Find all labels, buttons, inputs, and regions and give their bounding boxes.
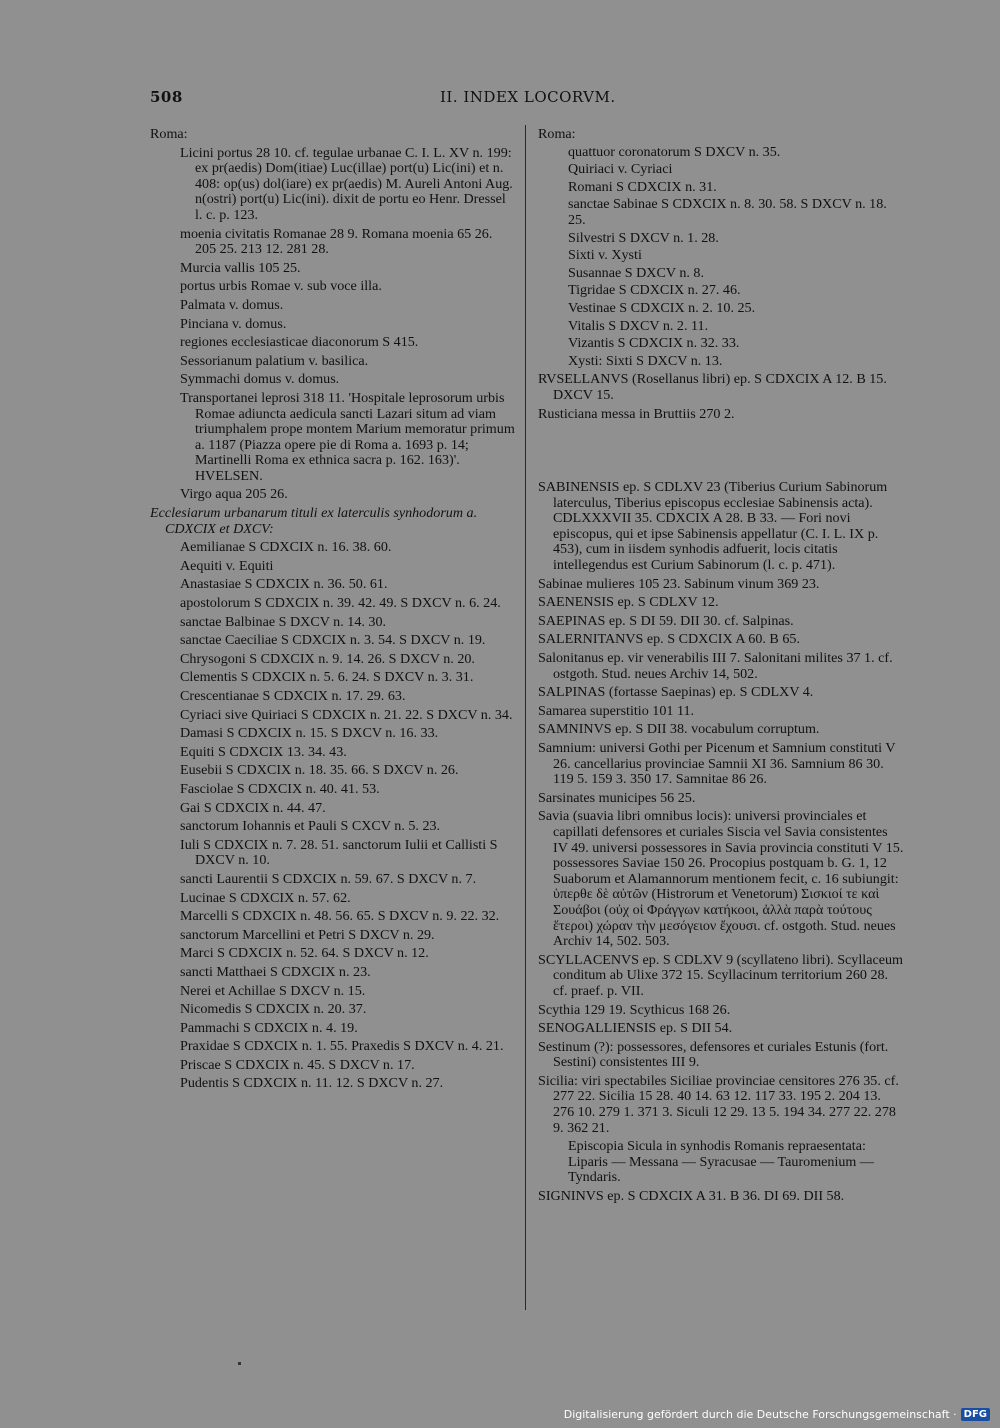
index-entry: Gai S CDXCIX n. 44. 47. xyxy=(180,799,326,816)
section-gap xyxy=(538,425,905,477)
index-column-left xyxy=(150,127,515,1095)
index-entry: Symmachi domus v. domus. xyxy=(180,371,340,388)
index-entry: Sessorianum palatium v. basilica. xyxy=(180,352,369,369)
index-entry: regiones ecclesiasticae diaconorum S 415. xyxy=(180,334,419,351)
index-entry: Iuli S CDXCIX n. 7. 28. 51. sanctorum Iulii et Callisti S DXCV n. 10. xyxy=(180,836,498,869)
index-entry: SIGNINVS ep. S CDXCIX A 31. B 36. DI 69. DII 58. xyxy=(538,1188,845,1205)
index-entry: sanctae Sabinae S CDXCIX n. 8. 30. 58. S DXCV n. 18. 25. xyxy=(568,196,887,228)
index-entry: portus urbis Romae v. sub voce illa. xyxy=(180,278,382,295)
index-entry: Transportanei leprosi 318 11. 'Hospitale leprosorum urbis Romae adiuncta aedicula sancti Lazari situm ad viam triumphalem prope montem Marium memoratur primum a. 1187 (Piazza opere pie di Roma a. 1693 p. 14; Martinelli Roma ex ethnica sacra p. 162. 163)'. HVELSEN. xyxy=(180,389,515,484)
index-entry: Lucinae S CDXCIX n. 57. 62. xyxy=(180,889,351,906)
index-entry: Equiti S CDXCIX 13. 34. 43. xyxy=(180,743,347,760)
page-number: 508 xyxy=(150,88,183,106)
index-entry: Licini portus 28 10. cf. tegulae urbanae C. I. L. XV n. 199: ex pr(aedis) Dom(itiae) Luc(illae) port(u) Lic(ini) et n. 408: op(us) dol(iare) ex pr(aedis) M. Aureli Antoni Aug. n(ostri) port(u) Lic(ini). dixit de portu eo Henr. Dressel l. c. p. 123. xyxy=(180,144,513,223)
index-entry: Ecclesiarum urbanarum tituli ex laterculis synhodorum a. CDXCIX et DXCV: xyxy=(150,505,478,537)
index-entry: Scythia 129 19. Scythicus 168 26. xyxy=(538,1001,731,1018)
index-entry: quattuor coronatorum S DXCV n. 35. xyxy=(568,143,781,160)
index-entry: SAENENSIS ep. S CDLXV 12. xyxy=(538,594,719,611)
index-entry: Samarea superstitio 101 11. xyxy=(538,702,695,719)
index-entry: Crescentianae S CDXCIX n. 17. 29. 63. xyxy=(180,688,406,704)
index-entry: Marci S CDXCIX n. 52. 64. S DXCV n. 12. xyxy=(180,945,429,962)
index-entry: Sestinum (?): possessores, defensores et curiales Estunis (fort. Sestini) consistentes III 9. xyxy=(538,1038,889,1071)
index-entry: apostolorum S CDXCIX n. 39. 42. 49. S DXCV n. 6. 24. xyxy=(180,595,501,612)
index-entry: Xysti: Sixti S DXCV n. 13. xyxy=(568,352,723,369)
index-entry: Salonitanus ep. vir venerabilis III 7. Salonitani milites 37 1. cf. ostgoth. Stud. neues Archiv 14, 502. xyxy=(538,650,893,682)
index-entry: Pinciana v. domus. xyxy=(180,315,287,332)
index-entry: Anastasiae S CDXCIX n. 36. 50. 61. xyxy=(180,576,388,593)
index-entry: SALERNITANVS ep. S CDXCIX A 60. B 65. xyxy=(538,631,800,648)
index-entry: Pudentis S CDXCIX n. 11. 12. S DXCV n. 27. xyxy=(180,1075,444,1092)
dfg-logo: DFG xyxy=(961,1408,990,1421)
index-entry: Episcopia Sicula in synhodis Romanis repraesentata: Liparis — Messana — Syracusae — Tauromenium — Tyndaris. xyxy=(568,1138,875,1186)
index-entry: Nerei et Achillae S DXCV n. 15. xyxy=(180,982,366,999)
index-entry: Cyriaci sive Quiriaci S CDXCIX n. 21. 22. S DXCV n. 34. xyxy=(180,706,513,723)
index-entry: SABINENSIS ep. S CDLXV 23 (Tiberius Curium Sabinorum laterculus, Tiberius episcopus ecclesiae Sabinensis acta). CDLXXXVII 35. CDXCIX A 28. B 33. — Fori novi episcopus, qui et ipse Sabinensis appellatur (C. I. L. IX p. 453), cum in iisdem synhodis adfuerit, locis citatis intellegendus est Curium Sabinorum (l. c. p. 471). xyxy=(538,479,888,574)
index-entry: Eusebii S CDXCIX n. 18. 35. 66. S DXCV n. 26. xyxy=(180,762,459,779)
index-entry: SALPINAS (fortasse Saepinas) ep. S CDLXV 4. xyxy=(538,684,814,701)
running-title: II. INDEX LOCORVM. xyxy=(440,88,616,106)
index-entry: Susannae S DXCV n. 8. xyxy=(568,264,704,281)
index-entry: Fasciolae S CDXCIX n. 40. 41. 53. xyxy=(180,780,380,797)
index-entry: Tigridae S CDXCIX n. 27. 46. xyxy=(568,282,741,299)
index-entry: Vitalis S DXCV n. 2. 11. xyxy=(568,317,709,334)
index-entry: sanctae Caeciliae S CDXCIX n. 3. 54. S DXCV n. 19. xyxy=(180,632,486,649)
index-entry: Clementis S CDXCIX n. 5. 6. 24. S DXCV n. 3. 31. xyxy=(180,669,474,686)
index-entry: Chrysogoni S CDXCIX n. 9. 14. 26. S DXCV n. 20. xyxy=(180,650,475,667)
index-entry: Sicilia: viri spectabiles Siciliae provinciae censitores 276 35. cf. 277 22. Sicilia 15 28. 40 14. 63 12. 117 33. 195 2. 204 13. 276 10. 279 1. 371 3. Siculi 12 29. 13 5. 194 34. 277 22. 278 9. 362 21. xyxy=(538,1072,899,1136)
index-entry: Vestinae S CDXCIX n. 2. 10. 25. xyxy=(568,299,756,316)
footer-text: Digitalisierung gefördert durch die Deutsche Forschungsgemeinschaft · xyxy=(563,1408,957,1421)
index-entry: Nicomedis S CDXCIX n. 20. 37. xyxy=(180,1001,367,1018)
index-entry: Aequiti v. Equiti xyxy=(180,557,274,574)
index-entry: Romani S CDXCIX n. 31. xyxy=(568,178,717,195)
index-entry: sanctorum Iohannis et Pauli S CXCV n. 5. 23. xyxy=(180,818,441,835)
index-entry: Savia (suavia libri omnibus locis): universi provinciales et capillati defensores et curiales Siscia vel Savia consistentes IV 49. universi possessores in Savia provincia constituti V 15. possessores Saviae 150 26. Procopius postquam b. G. 1, 12 Suaborum et Alamannorum mentionem fecit, c. 16 subiungit: ὑπερθε δὲ αὐτῶν (Histrorum et Venetorum) Σισκιοί τε καὶ Σουάβοι (οὐχ οἱ Φράγγων κατήκοοι, ἀλλὰ παρὰ τούτους ἕτεροι) χώραν τὴν μεσόγειον ἔχουσι. cf. ostgoth. Stud. neues Archiv 14, 502. 503. xyxy=(538,808,904,950)
index-entry: Praxidae S CDXCIX n. 1. 55. Praxedis S DXCV n. 4. 21. xyxy=(180,1038,504,1055)
index-entry: Samnium: universi Gothi per Picenum et Samnium constituti V 26. cancellarius provinciae Samnii XI 36. Samnium 86 30. 119 5. 159 3. 350 17. Samnitae 86 26. xyxy=(538,740,896,788)
index-entry: SAEPINAS ep. S DI 59. DII 30. cf. Salpinas. xyxy=(538,612,794,629)
index-entry: Virgo aqua 205 26. xyxy=(180,486,288,503)
column-divider xyxy=(525,125,526,1310)
index-heading: Roma: xyxy=(538,126,576,142)
index-entry: Priscae S CDXCIX n. 45. S DXCV n. 17. xyxy=(180,1056,415,1073)
index-entry: Silvestri S DXCV n. 1. 28. xyxy=(568,229,719,246)
index-entry: Sarsinates municipes 56 25. xyxy=(538,789,696,806)
index-entry: sancti Laurentii S CDXCIX n. 59. 67. S DXCV n. 7. xyxy=(180,870,477,887)
index-entry: sancti Matthaei S CDXCIX n. 23. xyxy=(180,963,371,980)
index-entry: Vizantis S CDXCIX n. 32. 33. xyxy=(568,335,740,352)
page-mark xyxy=(238,1362,241,1365)
index-entry: Sabinae mulieres 105 23. Sabinum vinum 369 23. xyxy=(538,575,820,592)
index-entry: Aemilianae S CDXCIX n. 16. 38. 60. xyxy=(180,539,392,556)
index-entry: Marcelli S CDXCIX n. 48. 56. 65. S DXCV n. 9. 22. 32. xyxy=(180,908,500,925)
index-entry: Quiriaci v. Cyriaci xyxy=(568,161,673,178)
index-entry: sanctae Balbinae S DXCV n. 14. 30. xyxy=(180,613,387,630)
index-column-right xyxy=(538,127,905,1208)
index-entry: RVSELLANVS (Rosellanus libri) ep. S CDXCIX A 12. B 15. DXCV 15. xyxy=(538,371,887,403)
index-heading: Roma: xyxy=(150,126,188,142)
index-entry: sanctorum Marcellini et Petri S DXCV n. 29. xyxy=(180,926,435,943)
index-entry: Rusticiana messa in Bruttiis 270 2. xyxy=(538,405,735,422)
index-entry: Sixti v. Xysti xyxy=(568,247,642,264)
index-entry: Murcia vallis 105 25. xyxy=(180,259,301,276)
digitization-footer xyxy=(564,1408,990,1421)
index-entry: Damasi S CDXCIX n. 15. S DXCV n. 16. 33. xyxy=(180,725,439,742)
index-entry: SCYLLACENVS ep. S CDLXV 9 (scyllateno libri). Scyllaceum conditum ab Ulixe 372 15. Scyllacinum territorium 260 28. cf. praef. p. VII. xyxy=(538,951,903,999)
index-entry: Palmata v. domus. xyxy=(180,296,284,313)
index-entry: moenia civitatis Romanae 28 9. Romana moenia 65 26. 205 25. 213 12. 281 28. xyxy=(180,225,493,258)
index-entry: SENOGALLIENSIS ep. S DII 54. xyxy=(538,1020,733,1037)
index-entry: SAMNINVS ep. S DII 38. vocabulum corruptum. xyxy=(538,721,820,738)
index-entry: Pammachi S CDXCIX n. 4. 19. xyxy=(180,1019,358,1036)
